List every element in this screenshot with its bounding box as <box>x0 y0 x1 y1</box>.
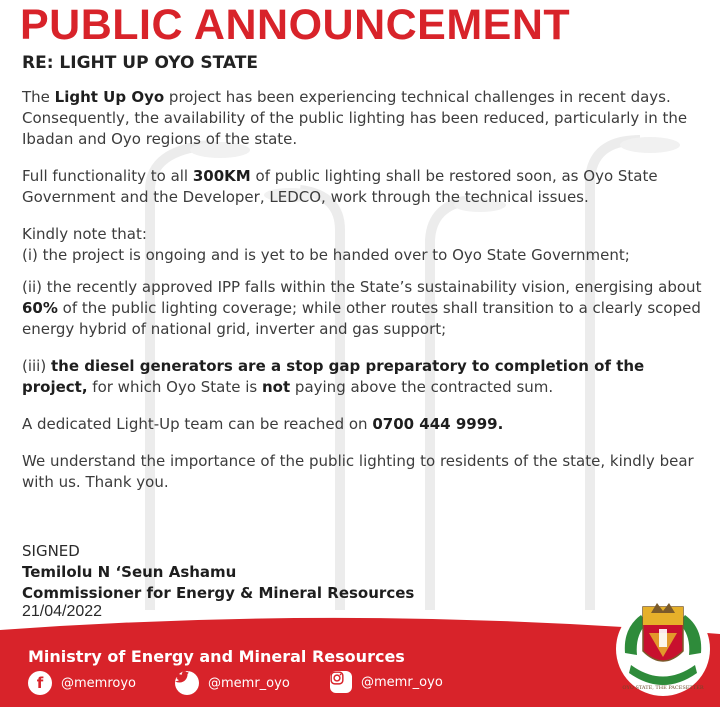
social-facebook[interactable] <box>28 671 136 695</box>
subject-line: RE: LIGHT UP OYO STATE <box>22 53 258 73</box>
page-title: PUBLIC ANNOUNCEMENT <box>20 1 571 49</box>
paragraph-project-status: The Light Up Oyo project has been experiencing technical challenges in recent days. Consequently, the availability of the public lighting has been reduced, particularly in the Ibadan and Oyo regions of the state. <box>22 88 688 148</box>
paragraph-closing: We understand the importance of the public lighting to residents of the state, kindly bear with us. Thank you. <box>22 452 694 491</box>
instagram-handle[interactable]: @memr_oyo <box>361 674 443 690</box>
twitter-icon <box>175 671 199 695</box>
note-item-1: (i) the project is ongoing and is yet to be handed over to Oyo State Government; <box>22 246 630 264</box>
twitter-handle[interactable]: @memr_oyo <box>208 675 290 691</box>
coverage-percent: 60% <box>22 299 58 317</box>
note-item-3: (iii) the diesel generators are a stop gap preparatory to completion of the project, for which Oyo State is not paying above the contracted sum. <box>22 357 645 396</box>
footer-banner <box>0 612 720 707</box>
paragraph-contact: A dedicated Light-Up team can be reached on 0700 444 9999. <box>22 415 504 433</box>
facebook-icon: f <box>28 671 52 695</box>
ministry-name: Ministry of Energy and Mineral Resources <box>28 647 405 666</box>
phone-number: 0700 444 9999. <box>372 415 504 433</box>
social-instagram[interactable] <box>330 671 443 693</box>
facebook-handle[interactable]: @memroyo <box>61 675 136 691</box>
signature-block <box>22 541 414 620</box>
coverage-km: 300KM <box>192 167 251 185</box>
instagram-icon <box>330 671 352 693</box>
signature-date: 21/04/2022 <box>22 603 103 620</box>
oyo-state-crest <box>613 593 713 699</box>
note-item-2: (ii) the recently approved IPP falls within the State’s sustainability vision, energising about 60% of the public lighting coverage; while other routes shall transition to a clearly scoped energy hybrid of national grid, inverter and gas support; <box>22 278 702 338</box>
signatory-title: Commissioner for Energy & Mineral Resources <box>22 584 415 602</box>
social-twitter[interactable] <box>175 671 290 695</box>
paragraph-restoration: Full functionality to all 300KM of public lighting shall be restored soon, as Oyo State Government and the Developer, LEDCO, work through the technical issues. <box>22 167 658 206</box>
project-name: Light Up Oyo <box>54 88 165 106</box>
note-intro: Kindly note that: <box>22 225 147 243</box>
announcement-body <box>22 87 702 509</box>
signatory-name: Temilolu N ‘Seun Ashamu <box>22 563 237 581</box>
signed-label: SIGNED <box>22 542 80 560</box>
crest-motto: OYO STATE, THE PACESETTER <box>622 685 704 691</box>
